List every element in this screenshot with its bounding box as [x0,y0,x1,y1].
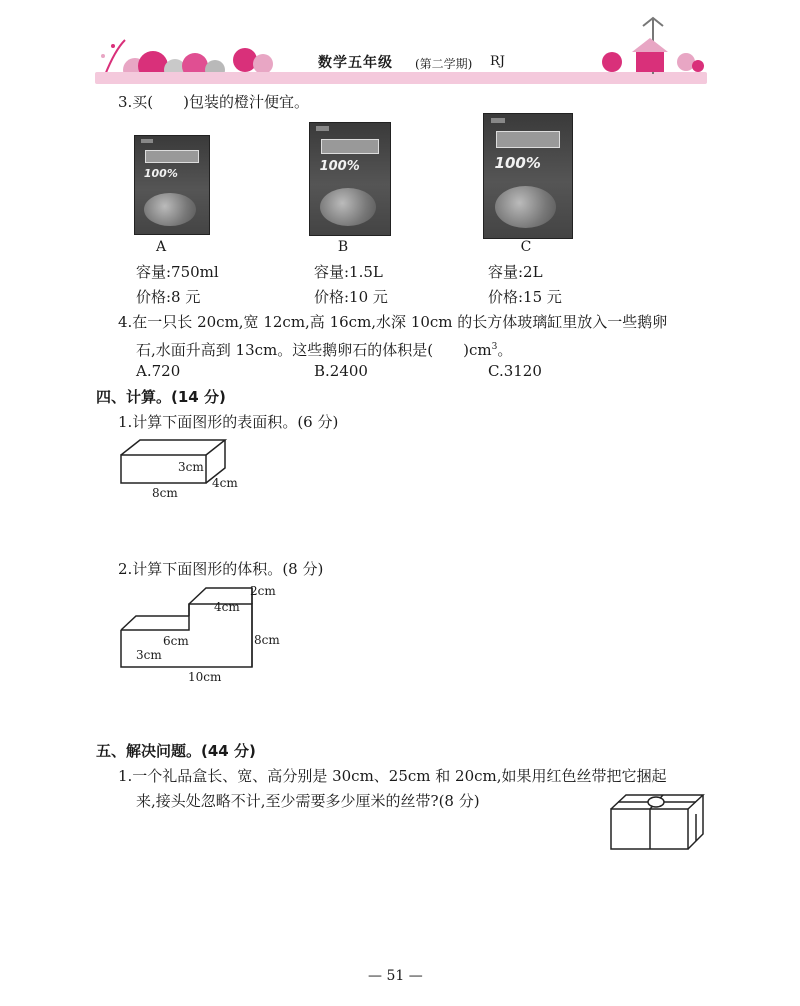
juice-brand-icon [496,131,560,148]
q4-option-a: A.720 [136,362,181,380]
price-c: 价格:15 元 [488,288,562,306]
q3-stem: 3.买( )包装的橙汁便宜。 [118,93,310,111]
option-letter-a: A [155,239,167,255]
header-term: (第二学期) [415,57,473,71]
juice-logo-icon [141,139,153,143]
q4-stem-line1: 4.在一只长 20cm,宽 12cm,高 16cm,水深 10cm 的长方体玻璃缸里放入一些鹅卵 [118,313,668,331]
cuboid-width-label: 4cm [212,476,238,490]
option-letter-b: B [337,239,349,255]
cuboid-height-label: 3cm [178,460,204,474]
gift-box-icon [608,788,706,852]
juice-percent-mark: 100% [319,158,360,174]
q4-option-b: B.2400 [314,362,368,380]
cuboid-length-label: 8cm [152,486,178,500]
section-4-heading: 四、计算。(14 分) [96,388,226,406]
capacity-c: 容量:2L [488,263,543,281]
juice-box-c [483,113,573,239]
orange-icon [495,186,557,228]
juice-box-b [309,122,391,236]
solid-step-height-label: 3cm [136,648,162,662]
solid-right-height-label: 8cm [254,633,280,647]
price-a: 价格:8 元 [136,288,201,306]
juice-logo-icon [491,118,505,123]
s5-q1-line2: 来,接头处忽略不计,至少需要多少厘米的丝带?(8 分) [136,792,480,810]
s4-q1-text: 1.计算下面图形的表面积。(6 分) [118,413,339,431]
s4-q2-text: 2.计算下面图形的体积。(8 分) [118,560,324,578]
option-letter-c: C [520,239,532,255]
juice-percent-mark: 100% [494,153,541,172]
solid-top-width-label: 4cm [214,600,240,614]
page-number: — 51 — [368,968,423,984]
solid-bottom-length-label: 10cm [188,670,222,684]
orange-icon [320,188,376,226]
orange-icon [144,193,196,226]
capacity-a: 容量:750ml [136,263,219,281]
s5-q1-line1: 1.一个礼品盒长、宽、高分别是 30cm、25cm 和 20cm,如果用红色丝带把它捆起 [118,767,667,785]
capacity-b: 容量:1.5L [314,263,383,281]
solid-top-depth-label: 2cm [250,584,276,598]
q4-stem-line2: 石,水面升高到 13cm。这些鹅卵石的体积是( )$cm^3$。 [136,341,513,359]
juice-percent-mark: 100% [143,167,178,181]
section-5-heading: 五、解决问题。(44 分) [96,742,256,760]
juice-brand-icon [321,139,379,154]
header-decoration-right [598,14,708,76]
juice-logo-icon [316,126,329,130]
juice-box-a [134,135,210,235]
q4-option-c: C.3120 [488,362,542,380]
juice-brand-icon [145,150,199,164]
price-b: 价格:10 元 [314,288,388,306]
header-edition: RJ [490,54,505,69]
solid-step-width-label: 6cm [163,634,189,648]
header-title: 数学五年级 [318,55,393,71]
